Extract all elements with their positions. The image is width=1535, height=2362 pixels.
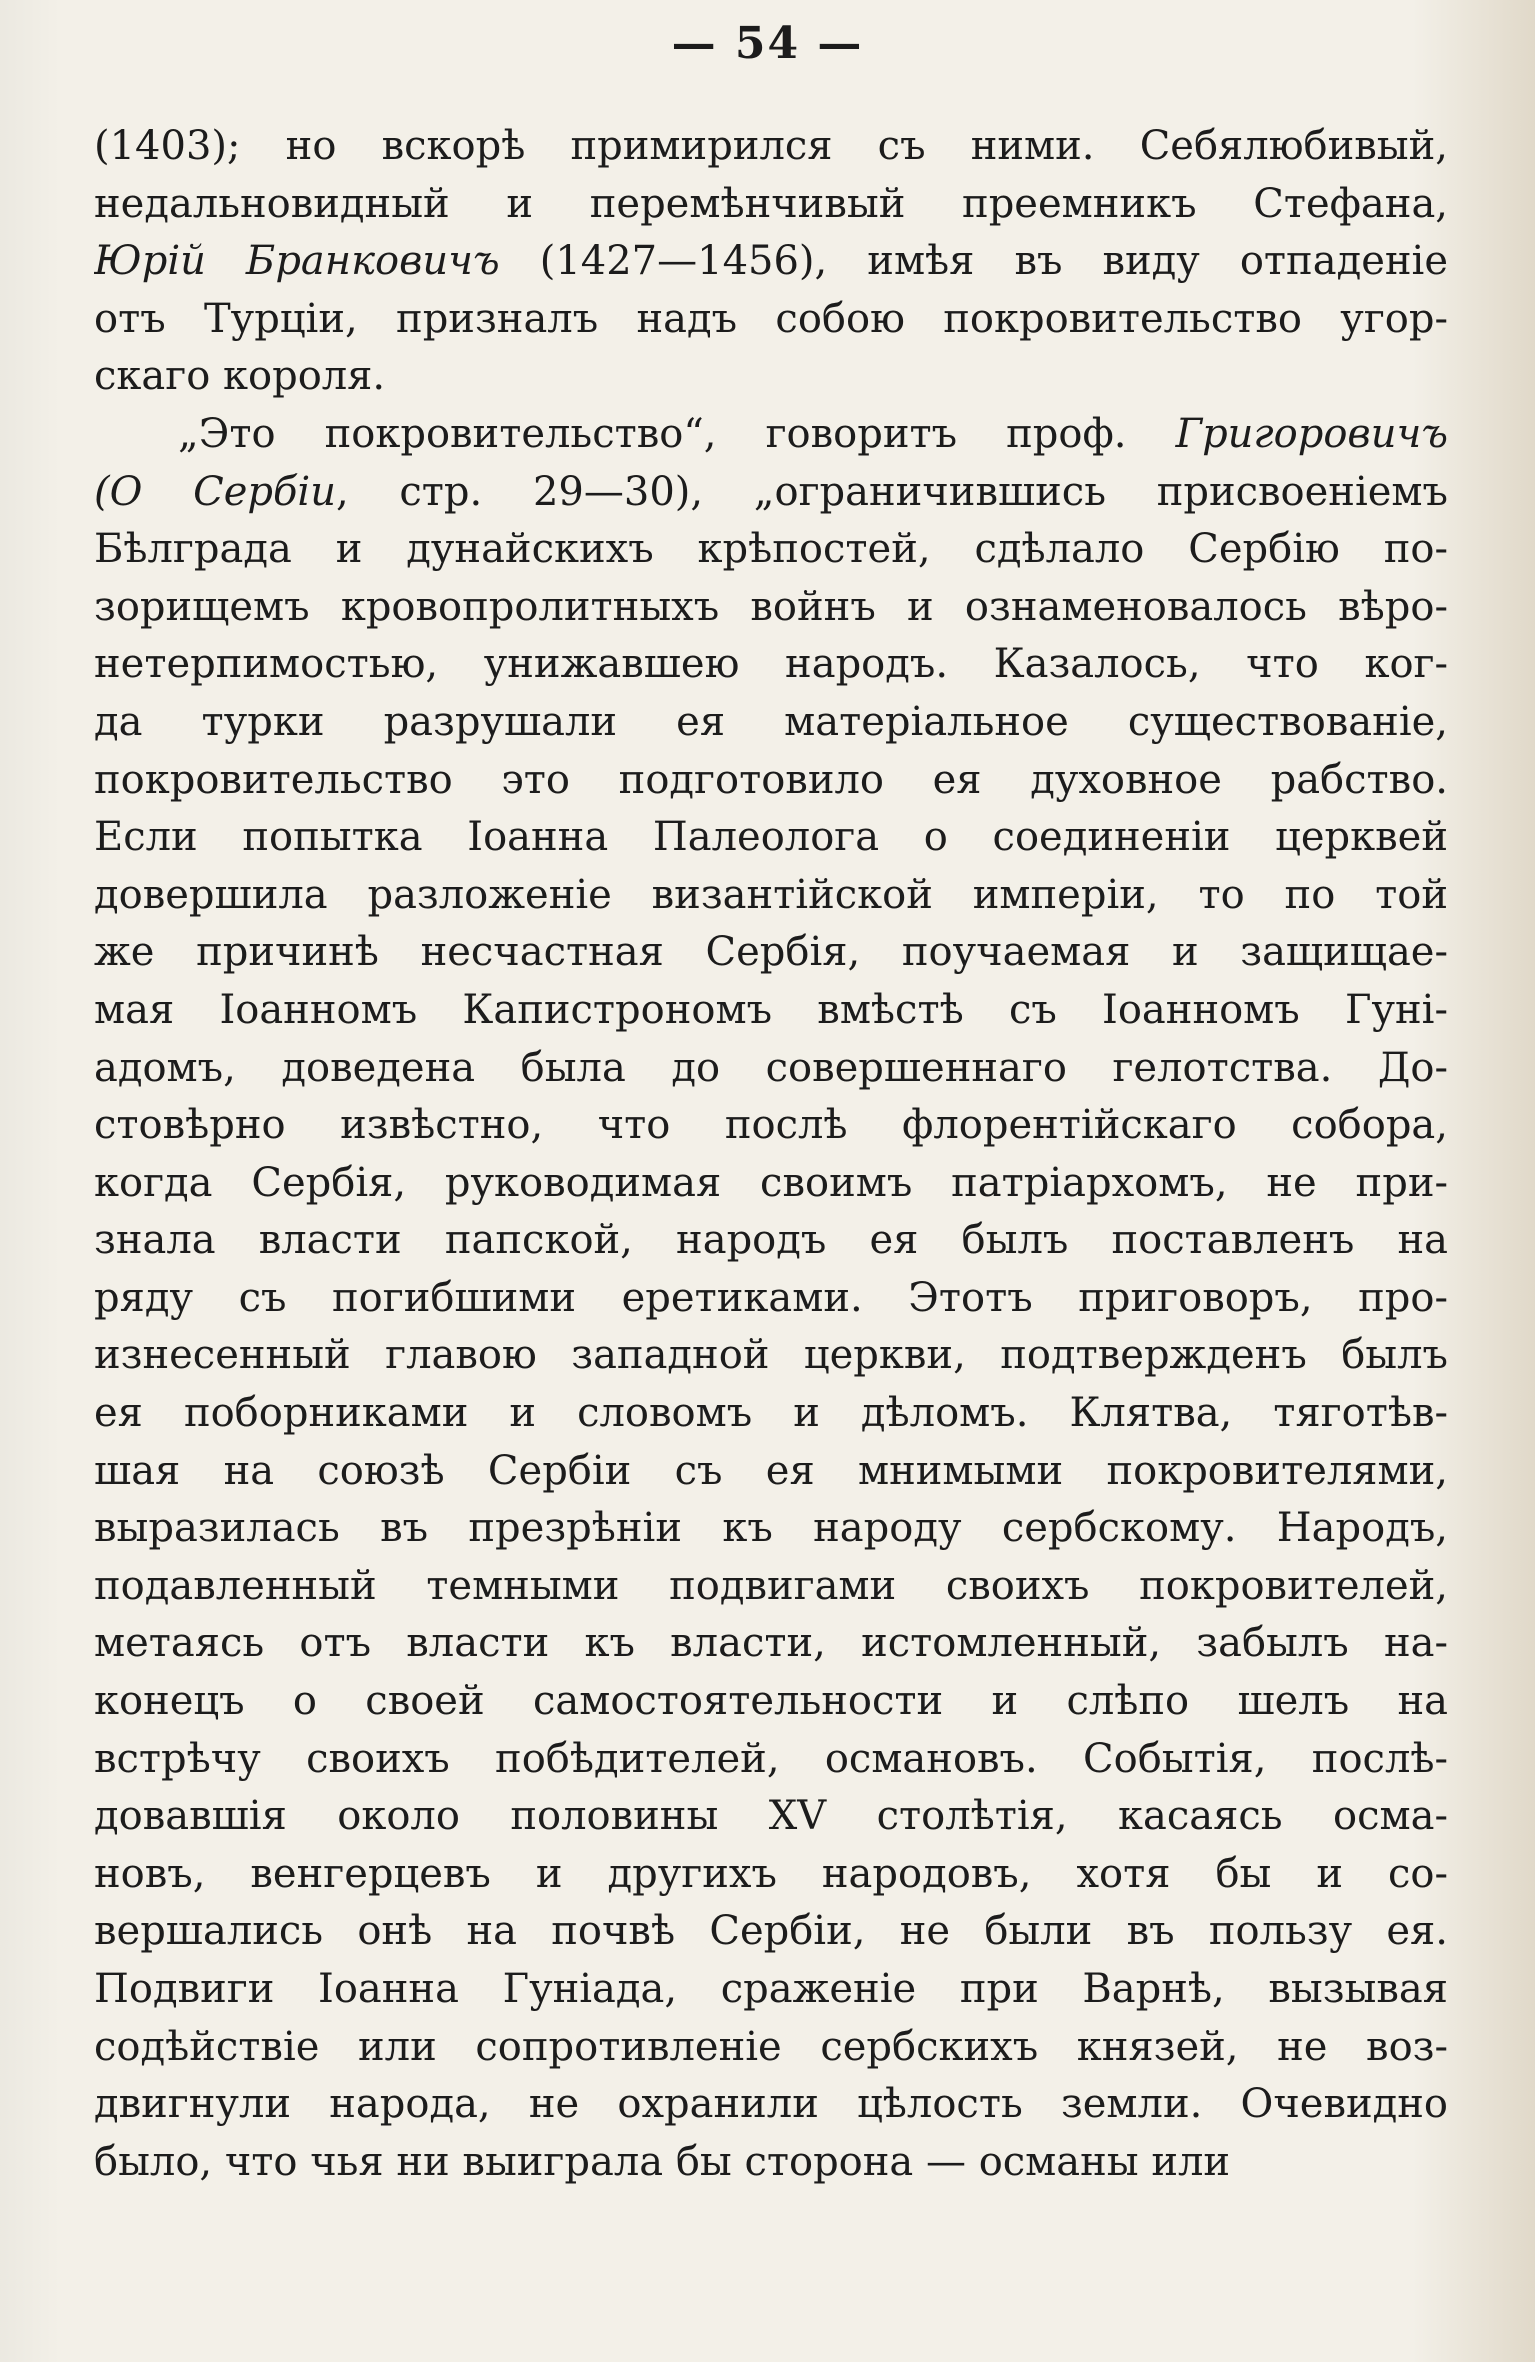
text-segment: ряду съ погибшими еретиками. Этотъ приговоръ, про- (94, 1274, 1448, 1321)
body-text (94, 118, 1448, 2191)
text-segment: знала власти папской, народъ ея былъ поставленъ на (94, 1217, 1448, 1264)
text-line (94, 1961, 1448, 2019)
text-line (94, 1615, 1448, 1673)
text-segment: недальновидный и перемѣнчивый преемникъ Стефана, (94, 180, 1448, 227)
text-segment: да турки разрушали ея матеріальное существованіе, (94, 698, 1448, 745)
text-segment: ея поборниками и словомъ и дѣломъ. Клятва, тяготѣв- (94, 1390, 1448, 1437)
text-segment: двигнули народа, не охранили цѣлость земли. Очевидно (94, 2081, 1448, 2128)
text-line (94, 2076, 1448, 2134)
text-segment: стовѣрно извѣстно, что послѣ флорентійскаго собора, (94, 1102, 1448, 1149)
text-line (94, 2134, 1448, 2192)
text-segment: новъ, венгерцевъ и другихъ народовъ, хотя бы и со- (94, 1850, 1448, 1897)
text-line (94, 348, 1448, 406)
text-segment: конецъ о своей самостоятельности и слѣпо шелъ на (94, 1678, 1448, 1725)
text-line (94, 982, 1448, 1040)
text-segment: зорищемъ кровопролитныхъ войнъ и ознаменовалось вѣро- (94, 583, 1448, 630)
text-line (94, 924, 1448, 982)
text-segment: содѣйствіе или сопротивленіе сербскихъ князей, не воз- (94, 2023, 1448, 2070)
text-line (94, 291, 1448, 349)
text-segment: „Это покровительство“, говоритъ проф. (178, 410, 1176, 457)
italic-text: Юрій Бранковичъ (94, 238, 500, 285)
text-line (94, 1040, 1448, 1098)
text-line (94, 867, 1448, 925)
text-line (94, 579, 1448, 637)
text-line (94, 1212, 1448, 1270)
text-line (94, 1385, 1448, 1443)
text-line (94, 1327, 1448, 1385)
text-segment: шая на союзѣ Сербіи съ ея мнимыми покровителями, (94, 1447, 1448, 1494)
text-segment: выразилась въ презрѣніи къ народу сербскому. Народъ, (94, 1505, 1448, 1552)
text-line (94, 1155, 1448, 1213)
text-line (94, 809, 1448, 867)
text-segment: подавленный темными подвигами своихъ покровителей, (94, 1562, 1448, 1609)
text-line (94, 752, 1448, 810)
text-line (94, 1558, 1448, 1616)
text-segment: Если попытка Іоанна Палеолога о соединеніи церквей (94, 814, 1448, 861)
italic-text: (О Сербіи (94, 468, 336, 515)
text-line (94, 176, 1448, 234)
text-line (94, 2019, 1448, 2077)
text-line (94, 1270, 1448, 1328)
text-line (94, 233, 1448, 291)
text-line (94, 1846, 1448, 1904)
text-segment: Бѣлграда и дунайскихъ крѣпостей, сдѣлало Сербію по- (94, 526, 1448, 573)
text-segment: отъ Турціи, призналъ надъ собою покровительство угор- (94, 295, 1448, 342)
text-segment: изнесенный главою западной церкви, подтвержденъ былъ (94, 1332, 1448, 1379)
text-segment: адомъ, доведена была до совершеннаго гелотства. До- (94, 1044, 1448, 1091)
page-number: — 54 — (671, 18, 864, 69)
text-segment: мая Іоанномъ Капистрономъ вмѣстѣ съ Іоанномъ Гуні- (94, 986, 1448, 1033)
text-line (94, 464, 1448, 522)
text-segment: , стр. 29—30), „ограничившись присвоеніемъ (335, 468, 1448, 515)
text-line (94, 694, 1448, 752)
text-segment: покровительство это подготовило ея духовное рабство. (94, 756, 1448, 803)
text-segment: (1403); но вскорѣ примирился съ ними. Себялюбивый, (94, 123, 1448, 169)
text-line (94, 406, 1448, 464)
text-line (94, 1788, 1448, 1846)
text-line (94, 1673, 1448, 1731)
text-line (94, 1903, 1448, 1961)
text-segment: вершались онѣ на почвѣ Сербіи, не были въ пользу ея. (94, 1908, 1448, 1955)
text-line (94, 1443, 1448, 1501)
text-segment: Подвиги Іоанна Гуніада, сраженіе при Варнѣ, вызывая (94, 1966, 1448, 2012)
text-line (94, 521, 1448, 579)
italic-text: Григоровичъ (1175, 410, 1448, 457)
text-segment: нетерпимостью, унижавшею народъ. Казалось, что ког- (94, 641, 1448, 688)
text-segment: довершила разложеніе византійской имперіи, то по той (94, 871, 1448, 918)
text-line (94, 1097, 1448, 1155)
text-segment: (1427—1456), имѣя въ виду отпаденіе (499, 238, 1448, 285)
text-segment: встрѣчу своихъ побѣдителей, османовъ. Событія, послѣ- (94, 1735, 1448, 1782)
text-line (94, 636, 1448, 694)
text-segment: скаго короля. (94, 353, 386, 400)
text-segment: было, что чья ни выиграла бы сторона — османы или (94, 2138, 1231, 2185)
text-segment: метаясь отъ власти къ власти, истомленный, забылъ на- (94, 1620, 1448, 1667)
text-segment: же причинѣ несчастная Сербія, поучаемая и защищае- (94, 929, 1448, 976)
text-line (94, 118, 1448, 176)
text-line (94, 1731, 1448, 1789)
text-line (94, 1500, 1448, 1558)
text-segment: довавшія около половины XV столѣтія, касаясь осма- (94, 1793, 1448, 1840)
text-segment: когда Сербія, руководимая своимъ патріархомъ, не при- (94, 1159, 1448, 1206)
